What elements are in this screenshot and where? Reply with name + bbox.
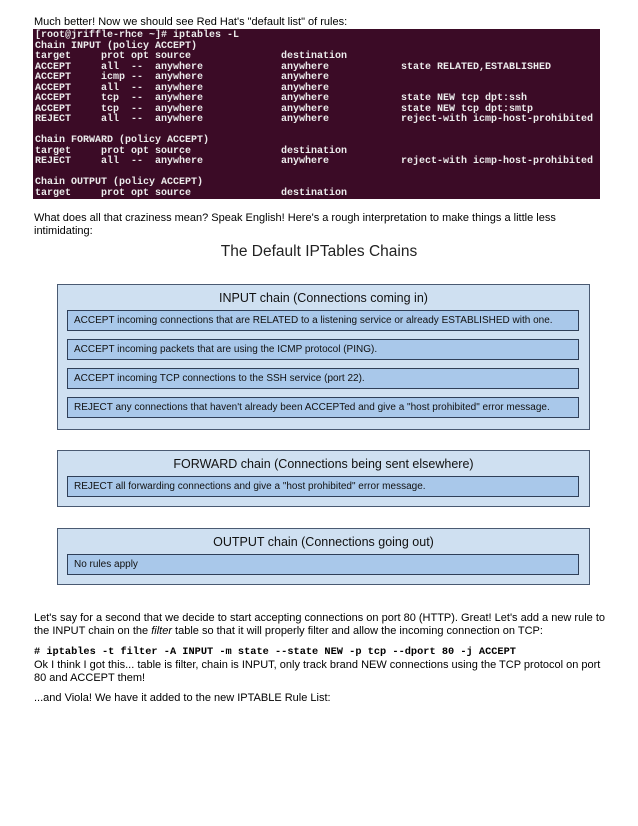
terminal-cell: icmp -- <box>101 72 144 83</box>
http-text-part1: Let's say for a second that we decide to start accepting connections on port 80 (HTTP). Great! Let's add a new rule to the INPUT chain on the <box>34 612 606 637</box>
terminal-line <box>35 114 598 125</box>
terminal-cell: anywhere <box>155 103 204 115</box>
terminal-cell: prot opt source <box>101 187 192 199</box>
terminal-cell: ACCEPT <box>35 103 72 115</box>
input-chain-title: INPUT chain (Connections coming in) <box>219 291 428 305</box>
input-rule-reject: REJECT any connections that haven't already been ACCEPTed and give a "host prohibited" error message. <box>67 397 579 418</box>
terminal-cell: tcp -- <box>101 103 144 115</box>
terminal-cell: tcp -- <box>101 93 144 104</box>
terminal-line <box>35 93 598 104</box>
terminal-cell: all -- <box>101 156 144 167</box>
intro-text: Much better! Now we should see Red Hat's "default list" of rules: <box>34 16 348 28</box>
forward-chain-box <box>57 450 590 507</box>
viola-text: ...and Viola! We have it added to the new IPTABLE Rule List: <box>34 692 331 704</box>
terminal-cell: target <box>35 51 72 62</box>
input-chain-box <box>57 284 590 430</box>
terminal-cell: ACCEPT <box>35 61 72 73</box>
terminal-cell: Chain INPUT (policy ACCEPT) <box>35 40 198 52</box>
terminal-cell: anywhere <box>155 156 204 167</box>
terminal-cell: state NEW tcp dpt:smtp <box>401 103 534 115</box>
terminal-cell: anywhere <box>281 103 330 115</box>
terminal-cell: anywhere <box>155 93 204 104</box>
terminal-cell: target <box>35 187 72 199</box>
http-text-part2: table so that it will properly filter and allow the incoming connection on TCP: <box>171 625 543 637</box>
terminal-line <box>35 125 598 136</box>
filter-word: filter <box>151 625 172 637</box>
terminal-cell: ACCEPT <box>35 72 72 83</box>
terminal-cell: anywhere <box>281 93 330 104</box>
terminal-cell: REJECT <box>35 156 72 167</box>
terminal-line <box>35 156 598 167</box>
terminal-cell: anywhere <box>155 114 204 125</box>
terminal-cell: [root@jriffle-rhce ~]# iptables -L <box>35 30 240 41</box>
terminal-line <box>35 83 598 94</box>
input-rule-ssh: ACCEPT incoming TCP connections to the SSH service (port 22). <box>67 368 579 389</box>
terminal-cell: ACCEPT <box>35 93 72 104</box>
forward-rule-reject: REJECT all forwarding connections and give a "host prohibited" error message. <box>67 476 579 497</box>
terminal-line <box>35 62 598 73</box>
terminal-cell: anywhere <box>281 72 330 83</box>
terminal-cell: anywhere <box>281 156 330 167</box>
terminal-cell: destination <box>281 145 348 157</box>
terminal-cell: all -- <box>101 82 144 94</box>
terminal-line <box>35 72 598 83</box>
terminal-cell: ACCEPT <box>35 82 72 94</box>
explanation-text: Ok I think I got this... table is filter, chain is INPUT, only track brand NEW connections using the TCP protocol on port 80 and ACCEPT them! <box>34 659 601 684</box>
terminal-cell: target <box>35 145 72 157</box>
output-chain-title: OUTPUT chain (Connections going out) <box>213 535 434 549</box>
terminal-cell: destination <box>281 187 348 199</box>
terminal-cell: anywhere <box>281 114 330 125</box>
terminal-cell: REJECT <box>35 114 72 125</box>
terminal-cell: state RELATED,ESTABLISHED <box>401 61 552 73</box>
terminal-line <box>35 104 598 115</box>
terminal-cell: state NEW tcp dpt:ssh <box>401 93 528 104</box>
input-rule-icmp: ACCEPT incoming packets that are using the ICMP protocol (PING). <box>67 339 579 360</box>
terminal-cell: prot opt source <box>101 51 192 62</box>
terminal-line <box>35 167 598 178</box>
terminal-cell: Chain FORWARD (policy ACCEPT) <box>35 135 210 146</box>
output-rule-none: No rules apply <box>67 554 579 575</box>
terminal-cell: reject-with icmp-host-prohibited <box>401 156 594 167</box>
output-chain-box <box>57 528 590 585</box>
terminal-cell: destination <box>281 51 348 62</box>
terminal-line <box>35 188 598 199</box>
terminal-cell: anywhere <box>281 61 330 73</box>
terminal-cell: anywhere <box>155 82 204 94</box>
terminal-line <box>35 30 598 41</box>
terminal-line <box>35 146 598 157</box>
terminal-line <box>35 135 598 146</box>
terminal-line <box>35 41 598 52</box>
terminal-output <box>33 29 600 199</box>
terminal-cell: anywhere <box>155 61 204 73</box>
diagram-title: The Default IPTables Chains <box>220 243 418 260</box>
terminal-cell: all -- <box>101 61 144 73</box>
terminal-line <box>35 177 598 188</box>
terminal-cell: reject-with icmp-host-prohibited <box>401 114 594 125</box>
terminal-cell: anywhere <box>155 72 204 83</box>
question-text: What does all that craziness mean? Speak English! Here's a rough interpretation to make things a little less intimidating: <box>34 212 556 237</box>
terminal-line <box>35 51 598 62</box>
http-paragraph <box>34 612 609 638</box>
forward-chain-title: FORWARD chain (Connections being sent elsewhere) <box>173 457 474 471</box>
terminal-cell: Chain OUTPUT (policy ACCEPT) <box>35 177 204 188</box>
iptables-command: # iptables -t filter -A INPUT -m state --state NEW -p tcp --dport 80 -j ACCEPT <box>34 646 516 658</box>
terminal-cell: all -- <box>101 114 144 125</box>
input-rule-related: ACCEPT incoming connections that are RELATED to a listening service or already ESTABLISHED with one. <box>67 310 579 331</box>
terminal-cell: anywhere <box>281 82 330 94</box>
terminal-cell: prot opt source <box>101 145 192 157</box>
